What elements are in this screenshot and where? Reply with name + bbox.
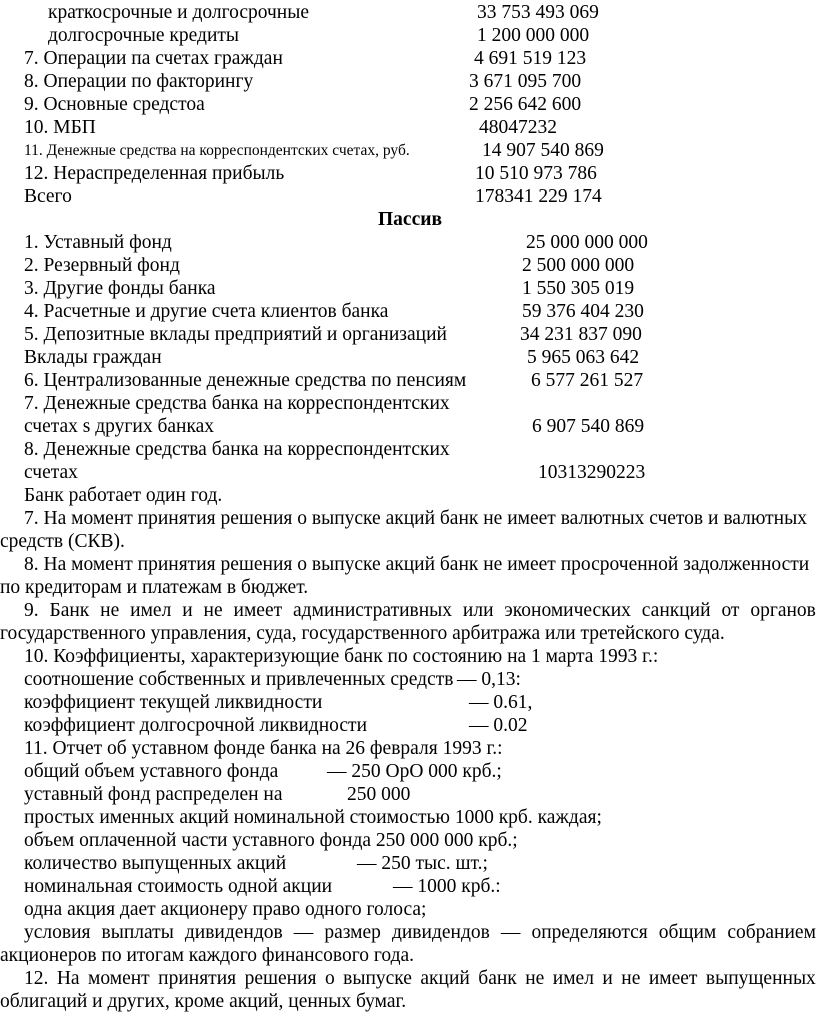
- liability-label: 3. Другие фонды банка: [24, 278, 216, 299]
- asset-value: 2 256 642 600: [469, 94, 582, 115]
- word: санкций: [641, 600, 711, 621]
- coefficient-value: — 0,13:: [457, 669, 521, 690]
- word: от: [721, 600, 740, 621]
- word: 9.: [24, 600, 39, 621]
- paragraph-7-line-1: 7. На момент принятия решения о выпуске акций банк не имеет валютных счетов и валютных: [24, 508, 807, 529]
- word: не: [525, 968, 545, 989]
- asset-value: 4 691 519 123: [474, 48, 587, 69]
- paragraph-9-line-1: [24, 599, 816, 622]
- word: выпуске: [343, 968, 412, 989]
- word: принятия: [158, 968, 237, 989]
- liabilities-heading: Пассив: [378, 209, 442, 230]
- asset-value: 1 200 000 000: [477, 25, 590, 46]
- fund-value: 250 000: [347, 784, 411, 805]
- paragraph-9-line-2: государственного управления, суда, государственного арбитража или третейского суда.: [0, 623, 725, 644]
- liability-label: 6. Централизованные денежные средства по пенсиям: [24, 370, 467, 391]
- word: дивидендов: [184, 922, 283, 943]
- asset-total-value: 178341 229 174: [475, 186, 602, 207]
- word: решения: [244, 968, 317, 989]
- asset-value: 10 510 973 786: [475, 163, 597, 184]
- asset-value: 48047232: [479, 117, 557, 138]
- paragraph-8-line-2: по кредиторам и платежам в бюджет.: [0, 577, 309, 598]
- word: —: [500, 922, 521, 943]
- liability-value: 2 500 000 000: [522, 255, 635, 276]
- dividends-line-1: [24, 921, 816, 944]
- fund-line: объем оплаченной части уставного фонда 250 000 000 крб.;: [24, 830, 518, 851]
- liability-value: 10313290223: [538, 462, 646, 483]
- word: или: [462, 600, 494, 621]
- liability-value: 6 577 261 527: [531, 370, 644, 391]
- word: собранием: [727, 922, 816, 943]
- asset-label: долгосрочные кредиты: [48, 25, 240, 46]
- liability-label: 7. Денежные средства банка на корреспондентских: [24, 393, 450, 414]
- liability-label: 1. Уставный фонд: [24, 232, 172, 253]
- liability-value: 34 231 837 090: [520, 324, 642, 345]
- word: 12.: [24, 968, 49, 989]
- fund-line: простых именных акций номинальной стоимостью 1000 крб. каждая;: [24, 807, 602, 828]
- liability-label: 8. Денежные средства банка на корреспондентских: [24, 439, 450, 460]
- word: На: [56, 968, 80, 989]
- word: выплаты: [101, 922, 174, 943]
- liability-label: Вклады граждан: [24, 347, 162, 368]
- liability-value: 1 550 305 019: [522, 278, 635, 299]
- word: и: [602, 968, 613, 989]
- word: имел: [552, 968, 594, 989]
- year-note: Банк работает один год.: [24, 485, 223, 506]
- word: —: [293, 922, 314, 943]
- liability-value: 59 376 404 230: [522, 301, 644, 322]
- fund-value: — 250 тыс. шт.;: [357, 853, 488, 874]
- word: условия: [24, 922, 91, 943]
- coefficient-value: — 0.02: [469, 715, 528, 736]
- fund-label: номинальная стоимость одной акции: [24, 876, 333, 897]
- asset-label: 8. Операции по факторингу: [24, 71, 254, 92]
- word: административных: [293, 600, 453, 621]
- fund-label: общий объем уставного фонда: [24, 761, 279, 782]
- word: определяются: [531, 922, 648, 943]
- word: общим: [658, 922, 717, 943]
- liability-value: 6 907 540 869: [532, 416, 645, 437]
- coefficient-label: коэффициент долгосрочной ликвидности: [24, 715, 368, 736]
- word: и: [182, 600, 193, 621]
- asset-label: 10. МБП: [24, 117, 96, 138]
- word: имел: [130, 600, 172, 621]
- word: дивидендов: [391, 922, 490, 943]
- liability-label: [24, 415, 214, 438]
- asset-label: 7. Операции па счетах граждан: [24, 48, 283, 69]
- liability-label: 4. Расчетные и другие счета клиентов банка: [24, 301, 389, 322]
- liability-label: 5. Депозитные вклады предприятий и организаций: [24, 324, 447, 345]
- word: акций: [420, 968, 470, 989]
- paragraph-8-line-1: 8. На момент принятия решения о выпуске акций банк не имеет просроченной задолженности: [24, 554, 810, 575]
- word: не: [100, 600, 120, 621]
- asset-value: 3 671 095 700: [469, 71, 582, 92]
- paragraph-10: 10. Коэффициенты, характеризующие банк по состоянию на 1 марта 1993 г.:: [24, 646, 659, 667]
- asset-label: 9. Основные средстоа: [24, 94, 205, 115]
- liability-label: 2. Резервный фонд: [24, 255, 180, 276]
- word: банк: [478, 968, 517, 989]
- liability-label: счетах: [24, 462, 78, 483]
- paragraph-7-line-2: средств (СКВ).: [0, 531, 125, 552]
- liability-value: 25 000 000 000: [526, 232, 648, 253]
- word: имеет: [233, 600, 283, 621]
- paragraph-11: 11. Отчет об уставном фонде банка на 26 февраля 1993 г.:: [24, 738, 503, 759]
- asset-value: 14 907 540 869: [482, 140, 604, 161]
- fund-line: одна акция дает акционеру право одного голоса;: [24, 899, 427, 920]
- word: о: [324, 968, 335, 989]
- asset-total-label: Всего: [24, 186, 72, 207]
- word: не: [203, 600, 223, 621]
- fund-value: — 1000 крб.:: [393, 876, 501, 897]
- word: органов: [750, 600, 816, 621]
- paragraph-12-line-2: облигаций и других, кроме акций, ценных бумаг.: [0, 991, 407, 1012]
- asset-label: 11. Денежные средства на корреспондентских счетах, руб.: [24, 142, 410, 159]
- liability-value: 5 965 063 642: [527, 347, 640, 368]
- word: момент: [88, 968, 150, 989]
- asset-label: 12. Нераспределенная прибыль: [24, 163, 285, 184]
- asset-value: 33 753 493 069: [477, 2, 599, 23]
- word: экономических: [504, 600, 631, 621]
- word: размер: [324, 922, 381, 943]
- asset-label: краткосрочные и долгосрочные: [48, 2, 309, 23]
- dividends-line-2: акционеров по итогам каждого финансового года.: [0, 945, 415, 966]
- paragraph-12-line-1: [24, 967, 816, 990]
- word: Банк: [49, 600, 90, 621]
- fund-label: количество выпущенных акций: [24, 853, 287, 874]
- word: имеет: [648, 968, 698, 989]
- coefficient-label: соотношение собственных и привлеченных средств: [24, 669, 454, 690]
- word: выпущенных: [705, 968, 816, 989]
- coefficient-label: коэффициент текущей ликвидности: [24, 692, 323, 713]
- fund-label: уставный фонд распределен на: [24, 784, 283, 805]
- fund-value: — 250 ОрО 000 крб.;: [327, 761, 502, 782]
- word: не: [621, 968, 641, 989]
- liability-label-text: счетах s других банках: [24, 416, 215, 437]
- coefficient-value: — 0.61,: [469, 692, 533, 713]
